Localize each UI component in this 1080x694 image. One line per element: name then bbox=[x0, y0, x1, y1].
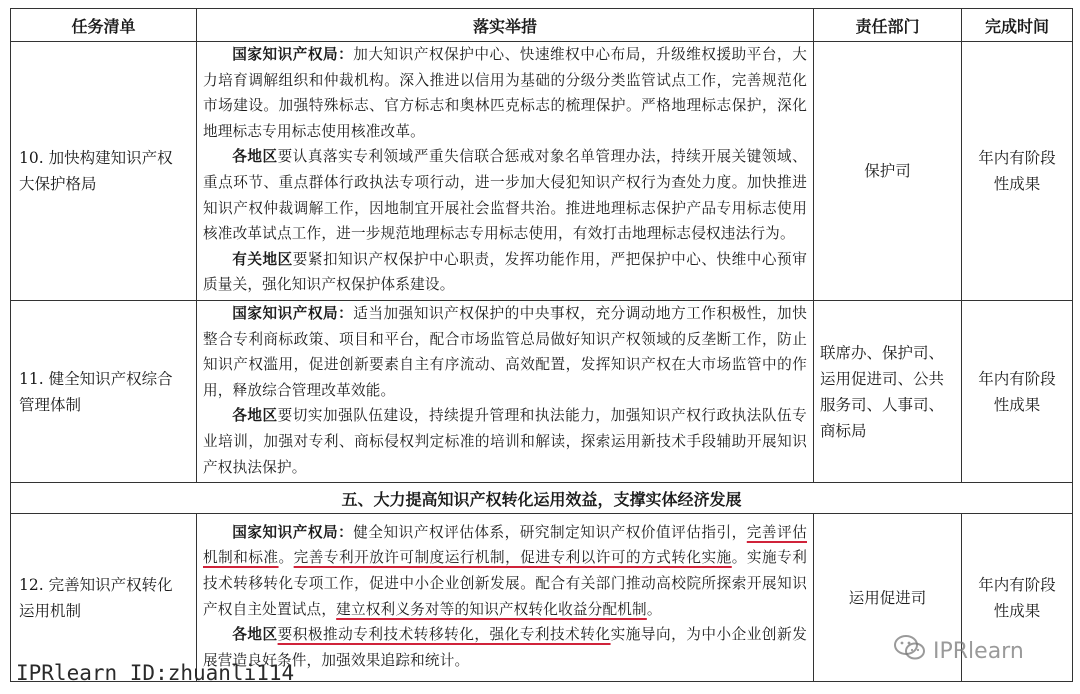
measure-text: 适当加强知识产权保护的中央事权，充分调动地方工作积极性，加快整合专利商标政策、项目和平台，配合市场监管总局做好知识产权领域的反垄断工作，防止知识产权滥用，促进创新要素自主有序流动、高效配置，发挥知识产权在大市场监管中的作用，释放综合管理改革效能。 bbox=[203, 304, 807, 399]
org-label: 国家知识产权局： bbox=[232, 46, 354, 63]
department-cell bbox=[814, 42, 962, 301]
text-segment: 实施导向，为中小企业创新发展营造良好条件，加强效果追踪和统计。 bbox=[203, 626, 807, 669]
logo-text: IPRlearn bbox=[933, 638, 1024, 664]
deadline-line: 年内有阶段 bbox=[978, 369, 1056, 388]
text-segment: 。实施专利技术转移转化专项工作，促进中小企业创新发展。配合有关部门推动高校院所探索开展知识产权自主处置试点， bbox=[203, 549, 807, 618]
deadline-line: 性成果 bbox=[993, 601, 1041, 620]
measure-text: 要认真落实专利领域严重失信联合惩戒对象名单管理办法，持续开展关键领域、重点环节、重点群体行政执法专项行动，进一步加大侵犯知识产权行为查处力度。加快推进知识产权仲裁调解工作，因地制宜开展社会监督共治。推进地理标志保护产品专用标志使用核准改革试点工作，进一步规范地理标志专用标志使用，有效打击地理标志侵权违法行为。 bbox=[203, 148, 807, 243]
deadline-cell bbox=[962, 300, 1073, 482]
account-watermark: IPRlearn ID:zhuanli114 bbox=[16, 661, 295, 685]
measures-table bbox=[10, 8, 1073, 682]
task-line: 运用机制 bbox=[19, 601, 82, 620]
measure-text: 要切实加强队伍建设，持续提升管理和执法能力，加强知识产权行政执法队伍专业培训，加强对专利、商标侵权判定标准的培训和解读，探索运用新技术手段辅助开展知识产权执法保护。 bbox=[203, 407, 807, 476]
wechat-icon bbox=[893, 634, 927, 668]
underlined-segment: 要积极推动专利技术转移转化，强化专利技术转化 bbox=[277, 626, 611, 644]
section-heading: 五、大力提高知识产权转化运用效益，支撑实体经济发展 bbox=[11, 483, 1073, 514]
measures-cell bbox=[197, 514, 814, 682]
department-line: 运用促进司、公共 bbox=[820, 369, 945, 388]
underlined-segment: 完善评估机制和标准 bbox=[203, 523, 807, 567]
department-cell bbox=[814, 300, 962, 482]
table-row bbox=[11, 42, 1073, 301]
task-cell bbox=[11, 42, 197, 301]
measure-paragraph bbox=[203, 247, 807, 298]
task-cell bbox=[11, 300, 197, 482]
org-label: 各地区 bbox=[232, 148, 278, 166]
task-line: 12. 完善知识产权转化 bbox=[19, 575, 173, 594]
text-segment: 。 bbox=[646, 600, 662, 618]
header-row bbox=[11, 9, 1073, 42]
header-deadline: 完成时间 bbox=[962, 9, 1073, 42]
section-row bbox=[11, 483, 1073, 514]
measure-paragraph bbox=[203, 301, 807, 403]
measure-paragraph bbox=[203, 520, 807, 622]
measure-paragraph bbox=[203, 403, 807, 480]
department-line: 商标局 bbox=[820, 421, 867, 440]
task-line: 11. 健全知识产权综合 bbox=[19, 369, 173, 388]
deadline-line: 年内有阶段 bbox=[978, 148, 1056, 167]
org-label: 国家知识产权局： bbox=[232, 523, 354, 541]
header-department: 责任部门 bbox=[814, 9, 962, 42]
text-segment: 。 bbox=[278, 549, 294, 567]
task-cell bbox=[11, 514, 197, 682]
measure-paragraph bbox=[203, 42, 807, 144]
measure-text: 要紧扣知识产权保护中心职责，发挥功能作用，严把保护中心、快维中心预审质量关，强化知识产权保护体系建设。 bbox=[203, 250, 807, 294]
department-line: 运用促进司 bbox=[848, 588, 927, 607]
text-segment: 健全知识产权评估体系，研究制定知识产权价值评估指引， bbox=[353, 523, 747, 541]
org-label: 国家知识产权局： bbox=[232, 304, 354, 322]
underlined-segment: 完善专利开放许可制度运行机制，促进专利以许可的方式转化实施 bbox=[293, 549, 732, 567]
table-row bbox=[11, 300, 1073, 482]
underlined-segment: 建立权利义务对等的知识产权转化收益分配机制 bbox=[336, 600, 647, 618]
org-label: 有关地区 bbox=[232, 250, 293, 268]
header-task: 任务清单 bbox=[11, 9, 197, 42]
measure-text: 加大知识产权保护中心、快速维权中心布局，升级维权援助平台，大力培育调解组织和仲裁机构。深入推进以信用为基础的分级分类监管试点工作，完善规范化市场建设。加强特殊标志、官方标志和奥林匹克标志的梳理保护。严格地理标志保护，深化地理标志专用标志使用核准改革。 bbox=[203, 46, 807, 140]
task-line: 大保护格局 bbox=[19, 174, 97, 193]
deadline-cell bbox=[962, 42, 1073, 301]
task-line: 10. 加快构建知识产权 bbox=[19, 148, 173, 167]
org-label: 各地区 bbox=[232, 626, 278, 644]
measures-cell bbox=[197, 300, 814, 482]
measure-paragraph bbox=[203, 144, 807, 246]
task-line: 管理体制 bbox=[19, 395, 82, 414]
wechat-logo bbox=[893, 634, 1024, 668]
deadline-line: 性成果 bbox=[993, 174, 1041, 193]
department-line: 服务司、人事司、 bbox=[820, 395, 945, 414]
department-line: 联席办、保护司、 bbox=[820, 343, 945, 362]
header-measures: 落实举措 bbox=[197, 9, 814, 42]
org-label: 各地区 bbox=[232, 407, 278, 425]
measures-cell bbox=[197, 42, 814, 301]
deadline-line: 年内有阶段 bbox=[978, 575, 1056, 594]
department-line: 保护司 bbox=[864, 161, 911, 180]
deadline-line: 性成果 bbox=[993, 395, 1041, 414]
